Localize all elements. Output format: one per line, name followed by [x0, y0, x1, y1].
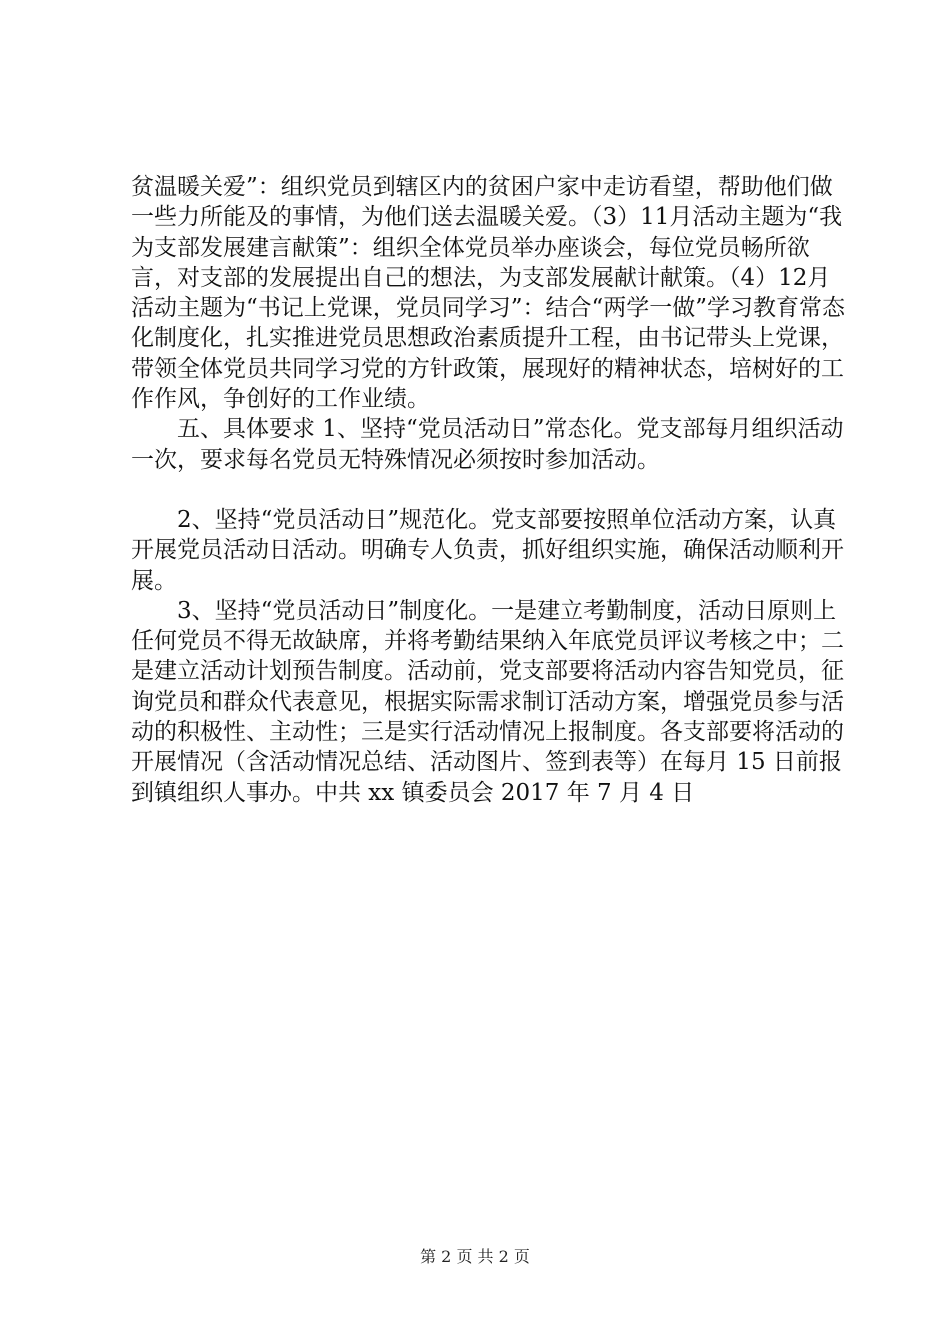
paragraph-gap	[131, 475, 851, 505]
page-number-footer: 第 2 页 共 2 页	[420, 1247, 530, 1266]
paragraph-requirements-3: 3、坚持“党员活动日”制度化。一是建立考勤制度，活动日原则上任何党员不得无故缺席，并将考勤结果纳入年底党员评议考核之中；二是建立活动计划预告制度。活动前，党支部要将活动内容告知党员，征询党员和群众代表意见，根据实际需求制订活动方案，增强党员参与活动的积极性、主动性；三是实行活动情况上报制度。各支部要将活动的开展情况（含活动情况总结、活动图片、签到表等）在每月 15 日前报到镇组织人事办。中共 xx 镇委员会 2017 年 7 月 4 日	[131, 597, 844, 806]
paragraph-activity-themes: 贫温暖关爱”：组织党员到辖区内的贫困户家中走访看望，帮助他们做一些力所能及的事情，为他们送去温暖关爱。（3）11月活动主题为“我为支部发展建言献策”：组织全体党员举办座谈会，每位党员畅所欲言，对支部的发展提出自己的想法，为支部发展献计献策。（4）12月活动主题为“书记上党课，党员同学习”：结合“两学一做”学习教育常态化制度化，扎实推进党员思想政治素质提升工程，由书记带头上党课，带领全体党员共同学习党的方针政策，展现好的精神状态，培树好的工作作风，争创好的工作业绩。	[131, 174, 846, 413]
paragraph-requirements-2: 2、坚持“党员活动日”规范化。党支部要按照单位活动方案，认真开展党员活动日活动。明确专人负责，抓好组织实施，确保活动顺利开展。	[131, 506, 844, 594]
paragraph-requirements-1: 五、具体要求 1、坚持“党员活动日”常态化。党支部每月组织活动一次，要求每名党员无特殊情况必须按时参加活动。	[131, 416, 844, 473]
document-body	[131, 172, 851, 808]
